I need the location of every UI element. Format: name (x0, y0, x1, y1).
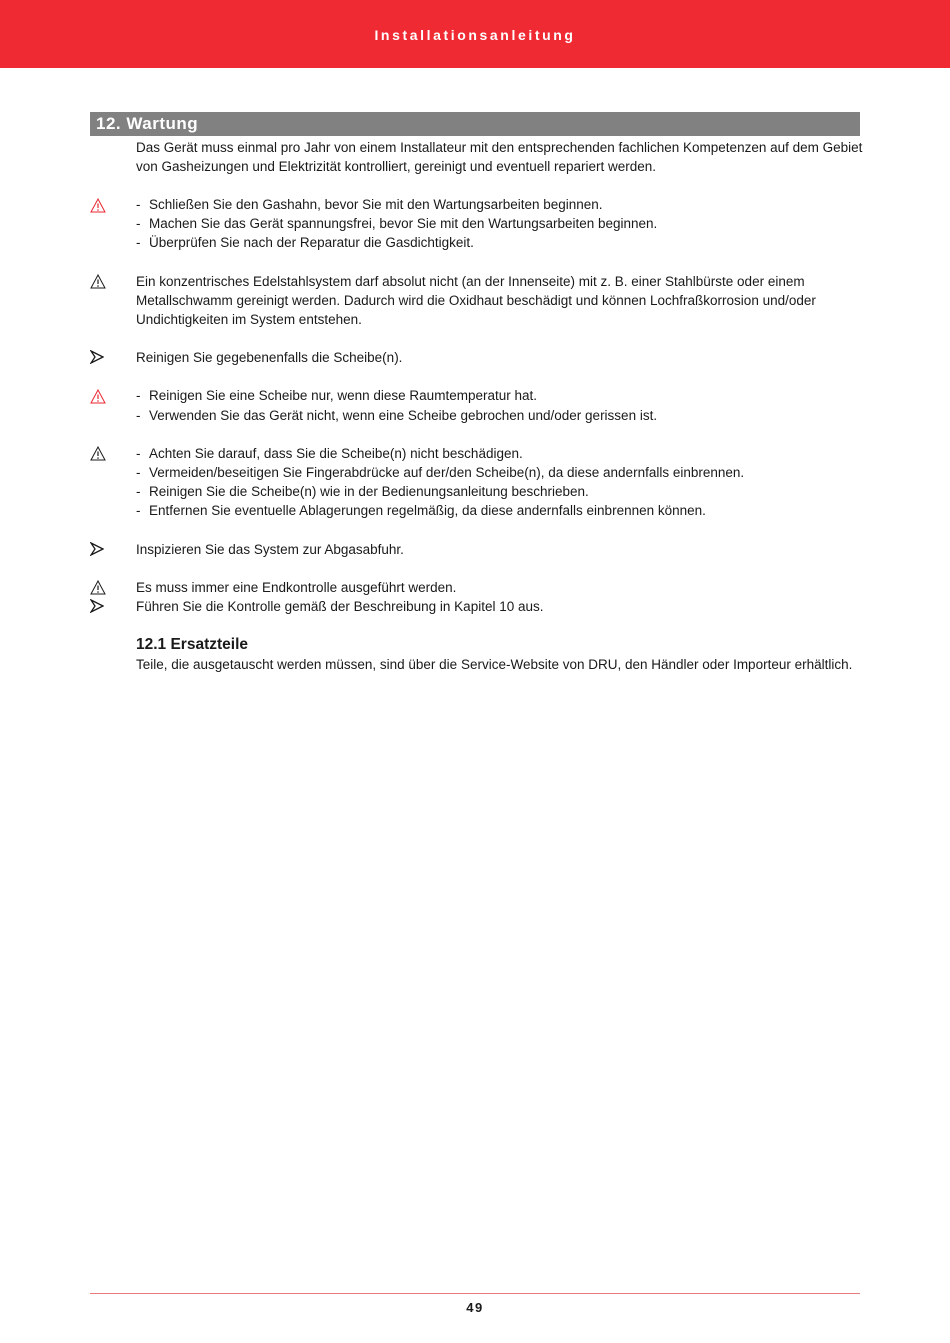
intro-line: von Gasheizungen und Elektrizität kontrolliert, gereinigt und eventuell repariert werden. (136, 159, 657, 174)
arrow-icon (90, 350, 106, 366)
list-item: - Machen Sie das Gerät spannungsfrei, bevor Sie mit den Wartungsarbeiten beginnen. (136, 216, 658, 231)
subsection-text: Teile, die ausgetauscht werden müssen, sind über die Service-Website von DRU, den Händler oder Importeur erhältlich. (136, 657, 853, 672)
section-heading: 12. Wartung (96, 114, 199, 133)
document-title: Installationsanleitung (374, 27, 576, 43)
arrow-icon (90, 599, 106, 615)
paragraph-line: Ein konzentrisches Edelstahlsystem darf absolut nicht (an der Innenseite) mit z. B. einer Stahlbürste oder einem (136, 274, 805, 289)
page-number: 49 (466, 1300, 484, 1315)
warning-icon (90, 274, 106, 290)
instruction-text: Führen Sie die Kontrolle gemäß der Beschreibung in Kapitel 10 aus. (136, 599, 544, 614)
list-item: - Überprüfen Sie nach der Reparatur die Gasdichtigkeit. (136, 235, 474, 250)
list-item: - Achten Sie darauf, dass Sie die Scheibe(n) nicht beschädigen. (136, 446, 523, 461)
list-item: - Schließen Sie den Gashahn, bevor Sie mit den Wartungsarbeiten beginnen. (136, 197, 603, 212)
list-item: - Entfernen Sie eventuelle Ablagerungen regelmäßig, da diese andernfalls einbrennen können. (136, 503, 706, 518)
subsection-heading: 12.1 Ersatzteile (136, 636, 249, 653)
instruction-text: Inspizieren Sie das System zur Abgasabfuhr. (136, 542, 404, 557)
instruction-text: Es muss immer eine Endkontrolle ausgeführt werden. (136, 580, 457, 595)
intro-line: Das Gerät muss einmal pro Jahr von einem Installateur mit den entsprechenden fachlichen Kompetenzen auf dem Gebiet (136, 140, 863, 155)
warning-icon (90, 198, 106, 214)
list-item: - Vermeiden/beseitigen Sie Fingerabdrücke auf der/den Scheibe(n), da diese andernfalls einbrennen. (136, 465, 745, 480)
footer-divider (90, 1293, 860, 1294)
arrow-icon (90, 542, 106, 558)
instruction-text: Reinigen Sie gegebenenfalls die Scheibe(n). (136, 350, 403, 365)
warning-icon (90, 446, 106, 462)
warning-icon (90, 389, 106, 405)
paragraph-line: Metallschwamm gereinigt werden. Dadurch wird die Oxidhaut beschädigt und können Lochfraßkorrosion und/oder (136, 293, 816, 308)
list-item: - Verwenden Sie das Gerät nicht, wenn eine Scheibe gebrochen und/oder gerissen ist. (136, 408, 658, 423)
list-item: - Reinigen Sie die Scheibe(n) wie in der Bedienungsanleitung beschrieben. (136, 484, 589, 499)
warning-icon (90, 580, 106, 596)
header-bar (0, 0, 950, 68)
paragraph-line: Undichtigkeiten im System entstehen. (136, 312, 362, 327)
section-heading-bar (90, 112, 860, 136)
list-item: - Reinigen Sie eine Scheibe nur, wenn diese Raumtemperatur hat. (136, 388, 537, 403)
